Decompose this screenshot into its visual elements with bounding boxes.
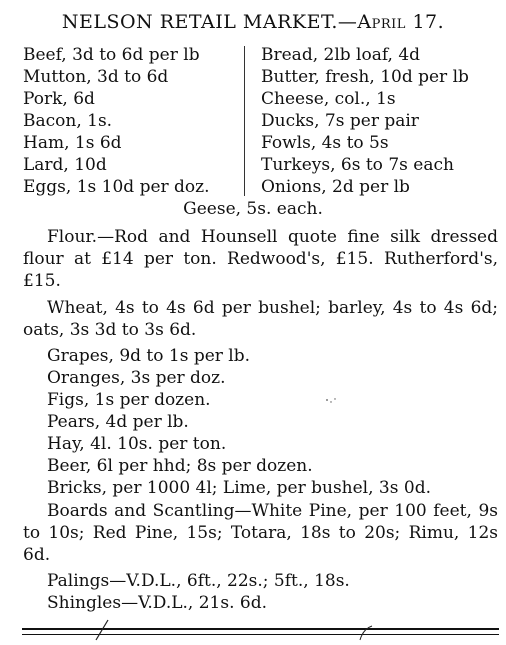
shingles-line: Shingles—V.D.L., 21s. 6d. — [47, 593, 267, 613]
price-column-left — [23, 44, 248, 198]
price-row: Ham, 1s 6d — [23, 133, 122, 153]
price-row: Ducks, 7s per pair — [261, 111, 419, 131]
price-row: Fowls, 4s to 5s — [261, 133, 389, 153]
flour-paragraph: Flour.—Rod and Hounsell quote fine silk dressed flour at £14 per ton. Redwood's, £15. Rutherford's, £15. — [23, 227, 498, 291]
grapes-line: Grapes, 9d to 1s per lb. — [47, 346, 251, 366]
page-title — [0, 10, 506, 34]
column-divider — [244, 46, 245, 196]
palings-line: Palings—V.D.L., 6ft., 22s.; 5ft., 18s. — [47, 571, 350, 591]
wheat-paragraph: Wheat, 4s to 4s 6d per bushel; barley, 4s to 4s 6d; oats, 3s 3d to 3s 6d. — [23, 298, 498, 340]
closing-rule-thin — [22, 634, 499, 635]
hay-line: Hay, 4l. 10s. per ton. — [47, 434, 227, 454]
price-row: Lard, 10d — [23, 155, 107, 175]
price-row: Beef, 3d to 6d per lb — [23, 45, 200, 65]
boards-paragraph: Boards and Scantling—White Pine, per 100 feet, 9s to 10s; Red Pine, 15s; Totara, 18s to 20s; Rimu, 12s 6d. — [23, 501, 498, 565]
title-text: NELSON RETAIL MARKET.— — [61, 11, 358, 33]
price-row: Bread, 2lb loaf, 4d — [261, 45, 421, 65]
price-row: Turkeys, 6s to 7s each — [261, 155, 454, 175]
price-row: Bacon, 1s. — [23, 111, 113, 131]
price-column-right — [261, 44, 506, 198]
closing-rule — [22, 628, 499, 630]
beer-line: Beer, 6l per hhd; 8s per dozen. — [47, 456, 313, 476]
price-row: Mutton, 3d to 6d — [23, 67, 169, 87]
price-row: Pork, 6d — [23, 89, 95, 109]
price-row: Cheese, col., 1s — [261, 89, 396, 109]
price-row: Butter, fresh, 10d per lb — [261, 67, 469, 87]
title-date: April 17. — [357, 11, 445, 33]
figs-line: Figs, 1s per dozen. — [47, 390, 211, 410]
price-row: Onions, 2d per lb — [261, 177, 410, 197]
geese-line: Geese, 5s. each. — [183, 199, 323, 219]
pears-line: Pears, 4d per lb. — [47, 412, 189, 432]
oranges-line: Oranges, 3s per doz. — [47, 368, 226, 388]
bricks-line: Bricks, per 1000 4l; Lime, per bushel, 3s 0d. — [47, 478, 431, 498]
price-row: Eggs, 1s 10d per doz. — [23, 177, 210, 197]
